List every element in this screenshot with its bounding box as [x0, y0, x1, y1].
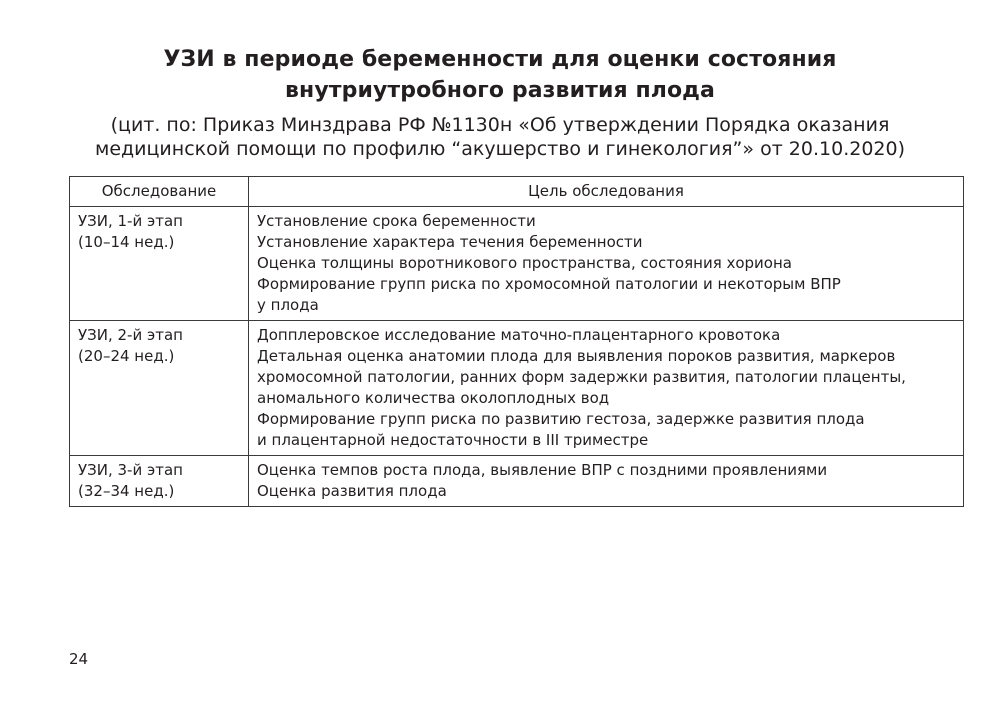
goal-line: Установление характера течения беременности	[257, 233, 643, 251]
goal-line: и плацентарной недостаточности в III триместре	[257, 431, 649, 449]
page-number: 24	[69, 650, 89, 668]
goal-line: Формирование групп риска по хромосомной патологии и некоторым ВПР	[257, 275, 841, 293]
table-row	[70, 321, 964, 456]
header-exam: Обследование	[70, 177, 249, 207]
subtitle-line-1: (цит. по: Приказ Минздрава РФ №1130н «Об утверждении Порядка оказания	[110, 114, 890, 136]
goal-line: Установление срока беременности	[257, 212, 536, 230]
table-header-row	[70, 177, 964, 207]
goal-line: Детальная оценка анатомии плода для выявления пороков развития, маркеров	[257, 347, 896, 365]
table-row	[70, 207, 964, 321]
goal-line: хромосомной патологии, ранних форм задержки развития, патологии плаценты,	[257, 368, 906, 386]
goal-line: аномального количества околоплодных вод	[257, 389, 610, 407]
exam-stage: УЗИ, 2-й этап	[78, 326, 183, 344]
exam-weeks: (20–24 нед.)	[78, 347, 175, 365]
exam-cell	[70, 321, 249, 456]
goal-cell	[249, 456, 964, 507]
subtitle-citation	[0, 113, 1000, 161]
ultrasound-table	[69, 176, 964, 507]
exam-weeks: (10–14 нед.)	[78, 233, 175, 251]
goal-line: Оценка темпов роста плода, выявление ВПР с поздними проявлениями	[257, 461, 828, 479]
subtitle-line-2: медицинской помощи по профилю “акушерство и гинекология”» от 20.10.2020)	[94, 138, 905, 160]
exam-stage: УЗИ, 1-й этап	[78, 212, 183, 230]
exam-weeks: (32–34 нед.)	[78, 482, 175, 500]
page-title	[0, 44, 1000, 106]
exam-cell	[70, 207, 249, 321]
header-goal: Цель обследования	[249, 177, 964, 207]
goal-line: Оценка толщины воротникового пространства, состояния хориона	[257, 254, 792, 272]
goal-line: у плода	[257, 296, 319, 314]
title-line-1: УЗИ в периоде беременности для оценки состояния	[163, 47, 837, 72]
exam-stage: УЗИ, 3-й этап	[78, 461, 183, 479]
goal-line: Допплеровское исследование маточно-плацентарного кровотока	[257, 326, 781, 344]
goal-cell	[249, 207, 964, 321]
goal-cell	[249, 321, 964, 456]
exam-cell	[70, 456, 249, 507]
table-row	[70, 456, 964, 507]
goal-line: Оценка развития плода	[257, 482, 447, 500]
goal-line: Формирование групп риска по развитию гестоза, задержке развития плода	[257, 410, 865, 428]
title-line-2: внутриутробного развития плода	[285, 78, 715, 103]
